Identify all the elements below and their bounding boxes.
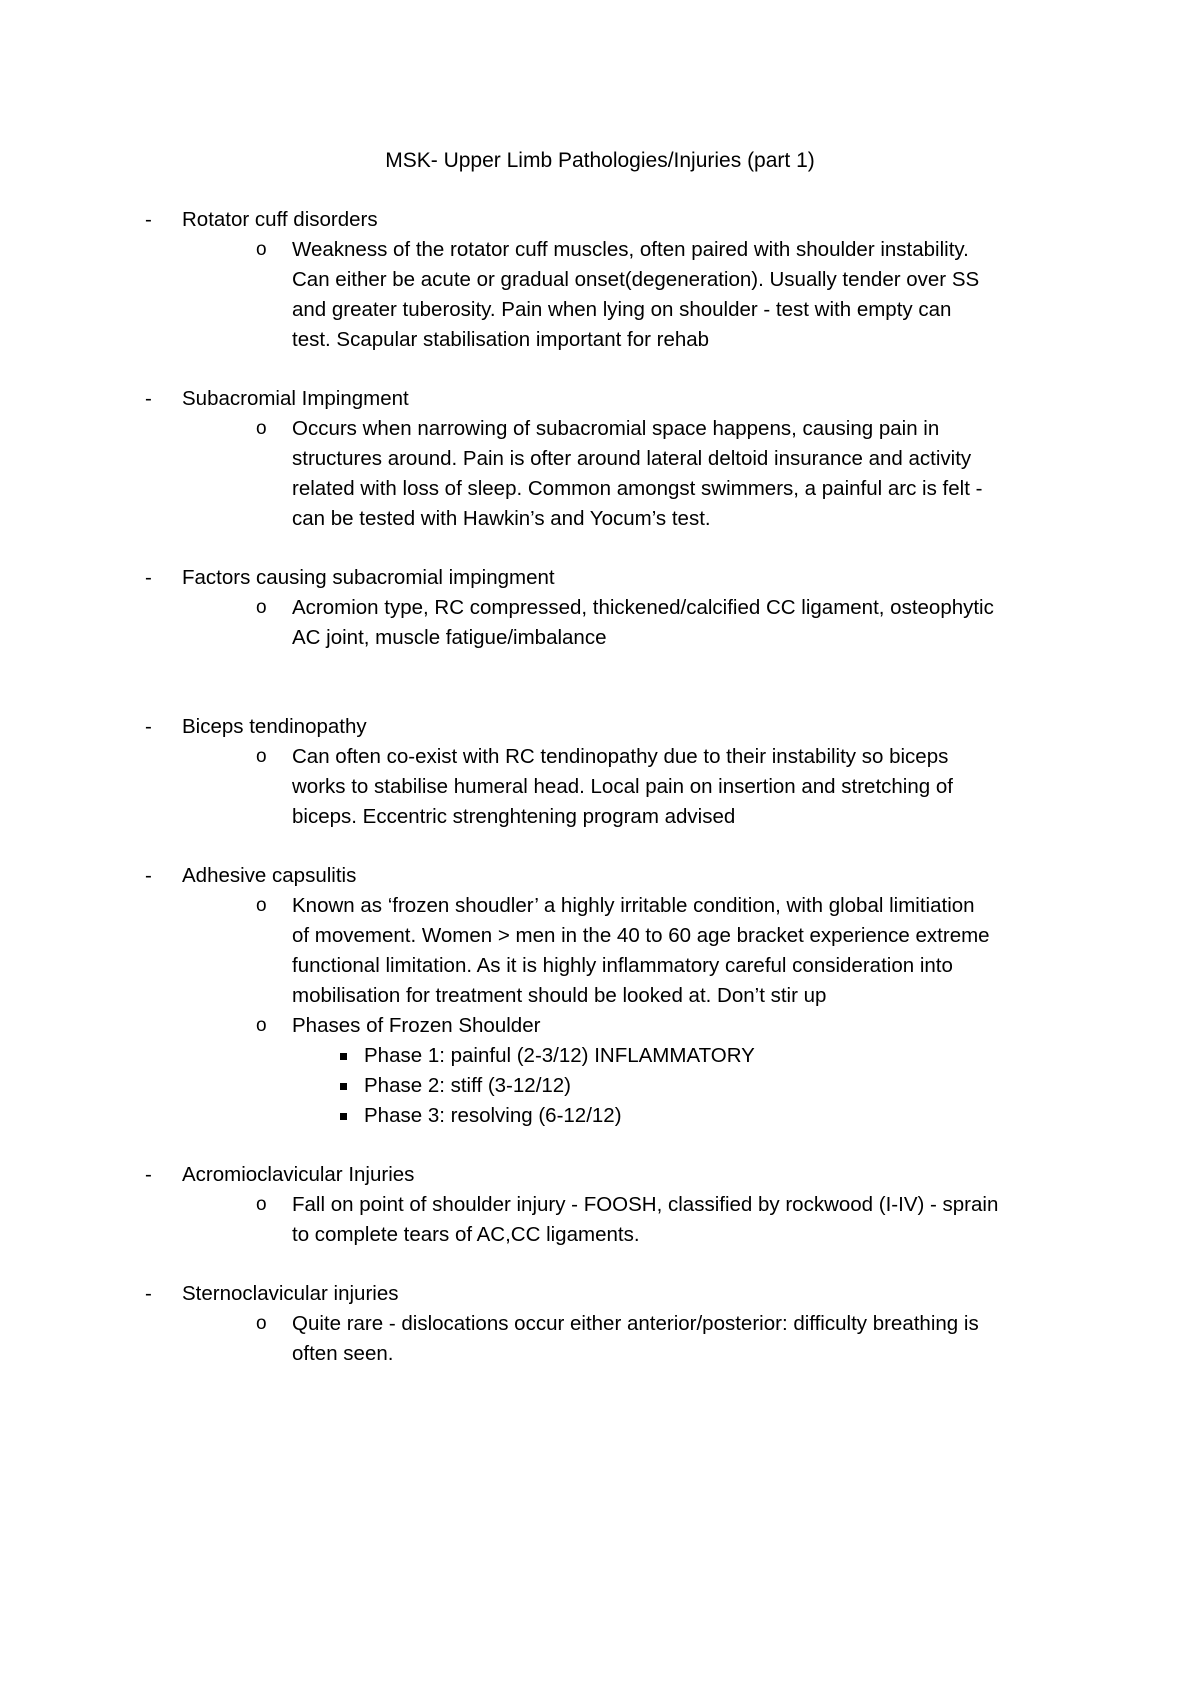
item-line: AC joint, muscle fatigue/imbalance: [292, 626, 607, 649]
item-line: of movement. Women > men in the 40 to 60 age bracket experience extreme: [292, 924, 990, 947]
list-item: [0, 1190, 1200, 1250]
list-item: [0, 235, 1200, 355]
item-line: Phases of Frozen Shoulder: [292, 1014, 541, 1037]
section-heading: Adhesive capsulitis: [182, 864, 357, 887]
list-item: [0, 742, 1200, 832]
circle-bullet-icon: o: [256, 746, 267, 767]
section-factors-impingment: [0, 563, 1200, 653]
item-line: Can often co-exist with RC tendinopathy due to their instability so biceps: [292, 745, 949, 768]
section-heading: Biceps tendinopathy: [182, 715, 367, 738]
section-adhesive-capsulitis: [0, 861, 1200, 1131]
item-line: works to stabilise humeral head. Local pain on insertion and stretching of: [292, 775, 953, 798]
item-line: related with loss of sleep. Common amongst swimmers, a painful arc is felt -: [292, 477, 983, 500]
section-sternoclavicular: [0, 1279, 1200, 1369]
dash-bullet: -: [145, 1282, 152, 1305]
sub-list-item: [0, 1041, 1200, 1071]
item-line: test. Scapular stabilisation important for rehab: [292, 328, 710, 351]
item-line: biceps. Eccentric strenghtening program advised: [292, 805, 736, 828]
dash-bullet: -: [145, 566, 152, 589]
sub-item-text: Phase 3: resolving (6-12/12): [364, 1104, 622, 1127]
section-acromioclavicular: [0, 1160, 1200, 1250]
item-line: Acromion type, RC compressed, thickened/calcified CC ligament, osteophytic: [292, 596, 994, 619]
item-line: mobilisation for treatment should be looked at. Don’t stir up: [292, 984, 827, 1007]
dash-bullet: -: [145, 1163, 152, 1186]
sub-list-item: [0, 1101, 1200, 1131]
section-heading: Rotator cuff disorders: [182, 208, 378, 231]
item-line: functional limitation. As it is highly inflammatory careful consideration into: [292, 954, 953, 977]
item-line: Fall on point of shoulder injury - FOOSH, classified by rockwood (I-IV) - sprain: [292, 1193, 999, 1216]
list-item: [0, 1011, 1200, 1041]
item-line: Occurs when narrowing of subacromial space happens, causing pain in: [292, 417, 940, 440]
sub-item-text: Phase 1: painful (2-3/12) INFLAMMATORY: [364, 1044, 755, 1067]
circle-bullet-icon: o: [256, 239, 267, 260]
item-line: and greater tuberosity. Pain when lying on shoulder - test with empty can: [292, 298, 952, 321]
list-item: [0, 891, 1200, 1011]
section-heading: Subacromial Impingment: [182, 387, 409, 410]
square-bullet-icon: [340, 1083, 347, 1090]
dash-bullet: -: [145, 387, 152, 410]
item-line: Weakness of the rotator cuff muscles, often paired with shoulder instability.: [292, 238, 969, 261]
notes-body: [0, 205, 1200, 1369]
section-biceps-tendinopathy: [0, 712, 1200, 832]
dash-bullet: -: [145, 715, 152, 738]
item-line: structures around. Pain is ofter around lateral deltoid insurance and activity: [292, 447, 972, 470]
square-bullet-icon: [340, 1113, 347, 1120]
circle-bullet-icon: o: [256, 1015, 267, 1036]
sub-item-text: Phase 2: stiff (3-12/12): [364, 1074, 572, 1097]
section-heading: Factors causing subacromial impingment: [182, 566, 555, 589]
item-line: often seen.: [292, 1342, 394, 1365]
item-line: can be tested with Hawkin’s and Yocum’s test.: [292, 507, 711, 530]
list-item: [0, 593, 1200, 653]
item-line: Quite rare - dislocations occur either anterior/posterior: difficulty breathing is: [292, 1312, 979, 1335]
dash-bullet: -: [145, 208, 152, 231]
item-line: to complete tears of AC,CC ligaments.: [292, 1223, 640, 1246]
item-line: Known as ‘frozen shoudler’ a highly irritable condition, with global limitiation: [292, 894, 975, 917]
square-bullet-icon: [340, 1053, 347, 1060]
sub-list-item: [0, 1071, 1200, 1101]
dash-bullet: -: [145, 864, 152, 887]
circle-bullet-icon: o: [256, 895, 267, 916]
section-heading: Sternoclavicular injuries: [182, 1282, 399, 1305]
circle-bullet-icon: o: [256, 597, 267, 618]
list-item: [0, 414, 1200, 534]
item-line: Can either be acute or gradual onset(degeneration). Usually tender over SS: [292, 268, 980, 291]
circle-bullet-icon: o: [256, 1313, 267, 1334]
section-heading: Acromioclavicular Injuries: [182, 1163, 415, 1186]
circle-bullet-icon: o: [256, 418, 267, 439]
list-item: [0, 1309, 1200, 1369]
page-title: MSK- Upper Limb Pathologies/Injuries (part 1): [385, 149, 815, 172]
section-subacromial-impingment: [0, 384, 1200, 534]
circle-bullet-icon: o: [256, 1194, 267, 1215]
section-rotator-cuff: [0, 205, 1200, 355]
